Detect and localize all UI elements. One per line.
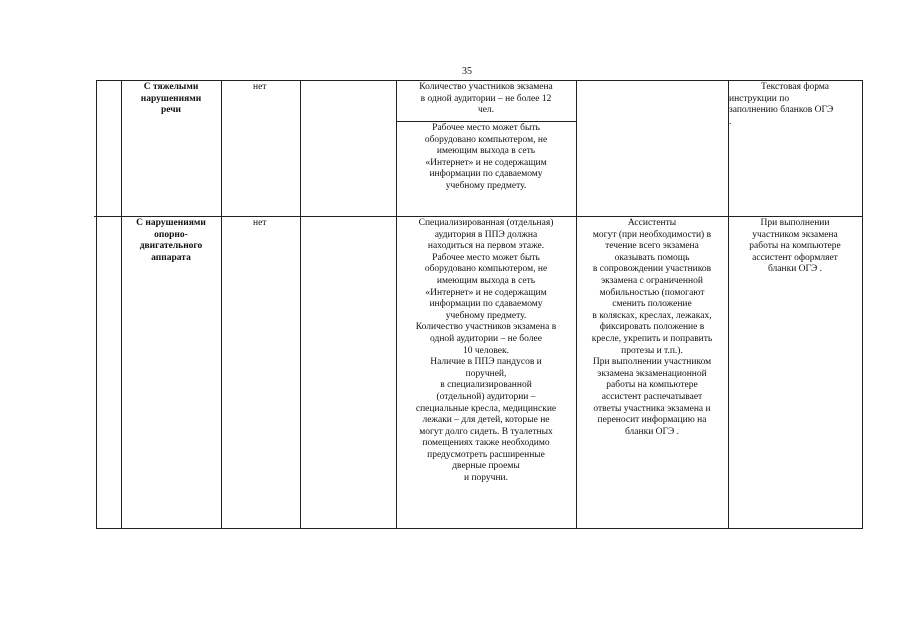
row1-category-line: нарушениями xyxy=(140,93,202,104)
row2-col5-line: в сопровождении участников xyxy=(592,264,712,275)
row2-col5-line: течение всего экзамена xyxy=(605,241,699,252)
row2-col5-line: могут (при необходимости) в xyxy=(592,229,712,240)
row1-col4b-line: Рабочее место может быть xyxy=(432,123,540,133)
row2-col4-line: поручней, xyxy=(465,368,507,379)
row2-category xyxy=(123,218,219,264)
row1-col4b-line: «Интернет» и не содержащим xyxy=(425,157,547,168)
row1-category xyxy=(123,82,219,117)
row2-col5 xyxy=(577,218,727,438)
row2-col4-line: Рабочее место может быть xyxy=(432,252,540,263)
row2-col6-line: бланки ОГЭ . xyxy=(767,264,823,275)
row2-col5-line: бланки ОГЭ . xyxy=(624,426,680,437)
row2-col4-line: информации по сдаваемому xyxy=(429,299,543,310)
row1-col4b-line: учебному предмету. xyxy=(445,180,527,191)
row1-col4a-line: чел. xyxy=(477,105,495,116)
row1-col4a-line: Количество участников экзамена xyxy=(419,82,553,92)
row2-col6 xyxy=(729,218,861,276)
row1-col4a-line: в одной аудитории – не более 12 xyxy=(420,93,552,104)
row1-col4b xyxy=(397,123,575,193)
row2-col5-line: кресле, укрепить и поправить xyxy=(591,333,713,344)
row2-col5-line: оказывать помощь xyxy=(614,252,690,263)
row2-col4-line: дверные проемы xyxy=(452,461,520,472)
row2-col5-line: экзамена экзаменационной xyxy=(597,368,707,379)
row2-category-line: С нарушениями xyxy=(136,218,206,228)
row2-col4-line: Количество участников экзамена в xyxy=(415,322,557,333)
row2-col4-line: могут долго сидеть. В туалетных xyxy=(419,426,553,437)
row2-col4-line: находиться на первом этаже. xyxy=(427,241,545,252)
row2-col4 xyxy=(397,218,575,485)
row1-col4a xyxy=(397,82,575,117)
row1-col6 xyxy=(729,82,861,128)
row2-col4-line: лежаки – для детей, которые не xyxy=(422,415,550,426)
row2-col4-line: одной аудитории – не более xyxy=(430,333,542,344)
row2-col4-line: аудитория в ППЭ должна xyxy=(434,229,538,240)
row2-col5-line: мобильностью (помогают xyxy=(599,287,705,298)
row1-col4b-line: информации по сдаваемому xyxy=(429,169,543,180)
row2-col4-line: в специализированной xyxy=(440,380,532,391)
row2-col6-line: При выполнении xyxy=(760,218,830,228)
row1-category-line: речи xyxy=(160,105,182,116)
row2-col5-line: ассистент распечатывает xyxy=(601,391,703,402)
row2-col4-line: учебному предмету. xyxy=(445,310,527,321)
row2-col6-line: ассистент оформляет xyxy=(752,252,838,263)
row2-category-line: аппарата xyxy=(151,252,191,263)
row2-col5-line: в колясках, креслах, лежаках, xyxy=(592,310,712,321)
row2-col4-line: предусмотреть расширенные xyxy=(427,449,545,460)
row2-col4-line: оборудовано компьютером, не xyxy=(424,264,548,275)
row2-col5-line: При выполнении участником xyxy=(592,357,712,368)
row2-col4-line: Наличие в ППЭ пандусов и xyxy=(430,357,542,368)
row1-col6-line: . xyxy=(729,116,732,127)
row1-category-line: С тяжелыми xyxy=(143,82,199,92)
page-number: 35 xyxy=(462,66,472,77)
row2-col4-line: специальные кресла, медицинские xyxy=(415,403,557,414)
row2-category-line: опорно- xyxy=(154,229,188,240)
row1-col2: нет xyxy=(253,82,267,92)
row2-col5-line: экзамена с ограниченной xyxy=(601,275,703,286)
row2-col6-line: участником экзамена xyxy=(752,229,838,240)
row2-col4-line: (отдельной) аудитории – xyxy=(436,391,536,402)
row1-col4b-line: оборудовано компьютером, не xyxy=(424,134,548,145)
row2-col6-line: работы на компьютере xyxy=(749,241,841,252)
row2-col5-line: Ассистенты xyxy=(627,218,677,228)
row2-col5-line: фиксировать положение в xyxy=(599,322,705,333)
row2-col4-line: 10 человек. xyxy=(463,345,509,356)
row1-col4b-line: имеющим выхода в сеть xyxy=(436,146,536,157)
row1-col6-line: Текстовая форма xyxy=(760,82,830,92)
row2-col5-line: переносит информацию на xyxy=(597,415,707,426)
row2-col5-line: ответы участника экзамена и xyxy=(593,403,711,414)
row2-col4-line: помещениях также необходимо xyxy=(422,438,550,449)
row2-col5-line: протезы и т.п.). xyxy=(621,345,683,356)
row2-category-line: двигательного xyxy=(139,241,203,252)
row2-col5-line: сменить положение xyxy=(612,299,692,310)
row2-col4-line: «Интернет» и не содержащим xyxy=(425,287,547,298)
row2-col4-line: и поручни. xyxy=(464,473,508,484)
row2-col5-line: работы на компьютере xyxy=(606,380,698,391)
row1-col6-line: заполнению бланков ОГЭ xyxy=(729,105,834,116)
row2-col4-line: Специализированная (отдельная) xyxy=(418,218,554,228)
row1-col6-line: инструкции по xyxy=(729,93,790,104)
row2-col4-line: имеющим выхода в сеть xyxy=(436,275,536,286)
row2-col2: нет xyxy=(253,218,267,228)
